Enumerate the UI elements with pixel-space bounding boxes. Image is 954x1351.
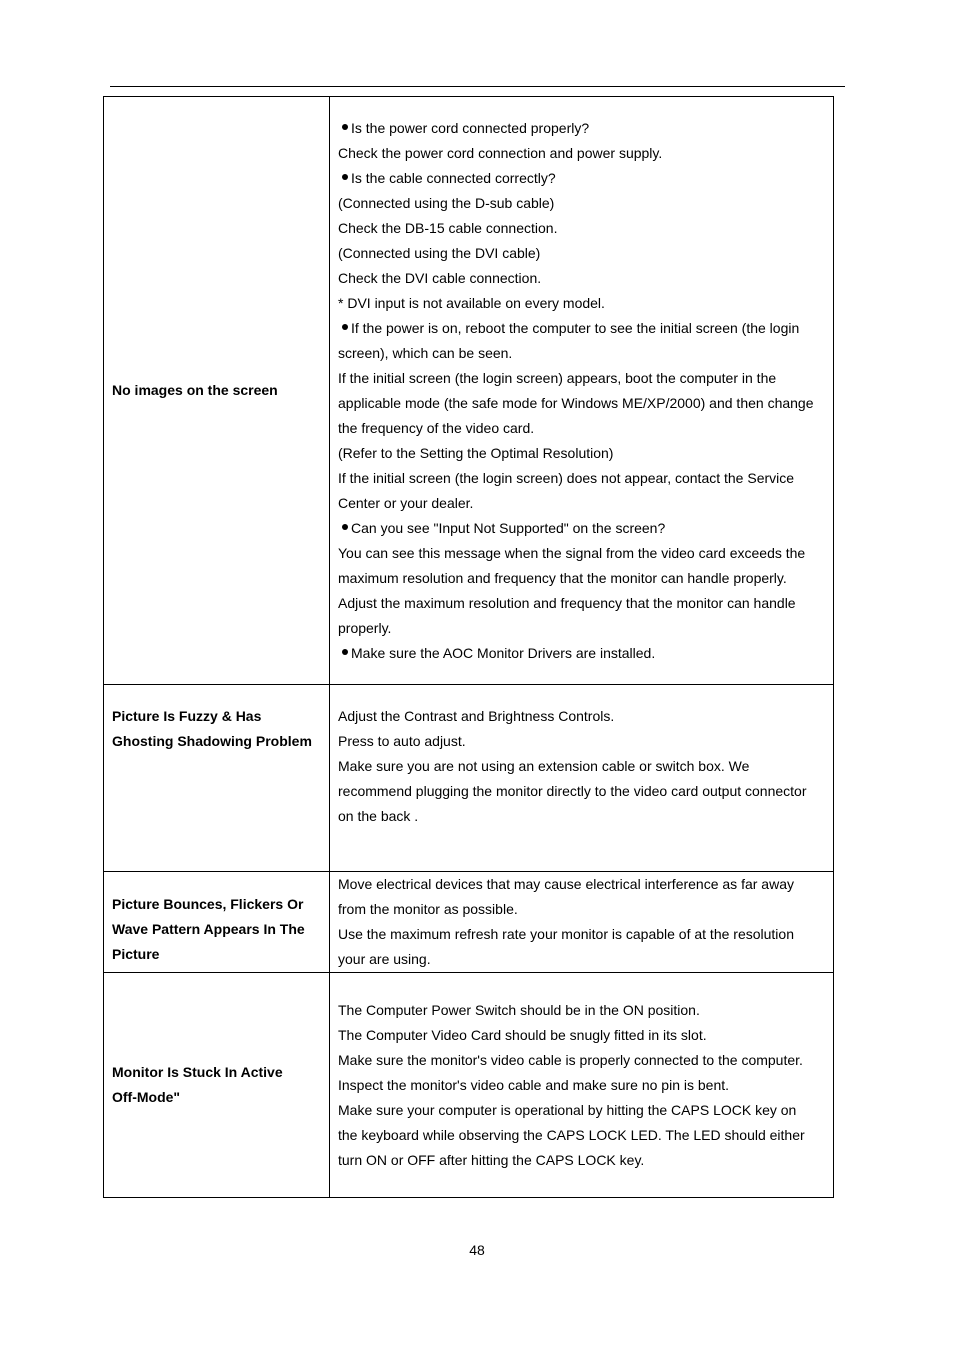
troubleshooting-table xyxy=(103,96,834,1198)
solution-line: the frequency of the video card. xyxy=(338,419,535,436)
table-row xyxy=(104,685,834,872)
solution-line: turn ON or OFF after hitting the CAPS LOCK key. xyxy=(338,1151,645,1168)
solution-line: Press to auto adjust. xyxy=(338,733,466,749)
solution-line: Check the DB-15 cable connection. xyxy=(338,219,558,236)
solution-line: Adjust the maximum resolution and frequency that the monitor can handle xyxy=(338,594,796,611)
solution-line: (Refer to the Setting the Optimal Resolution) xyxy=(338,444,614,461)
solution-line: You can see this message when the signal from the video card exceeds the xyxy=(338,544,806,561)
problem-cell xyxy=(104,97,330,685)
solution-line: Center or your dealer. xyxy=(338,494,474,511)
solution-line: screen), which can be seen. xyxy=(338,344,513,361)
bullet-icon xyxy=(342,124,348,130)
solution-line: The Computer Video Card should be snugly fitted in its slot. xyxy=(338,1026,707,1043)
bullet-icon xyxy=(342,174,348,180)
solution-line: the keyboard while observing the CAPS LOCK LED. The LED should either xyxy=(338,1126,805,1143)
bullet-item: Is the power cord connected properly? xyxy=(338,116,825,141)
bullet-icon xyxy=(342,649,348,655)
solution-line: Check the power cord connection and power supply. xyxy=(338,144,663,161)
table-row xyxy=(104,973,834,1198)
problem-title-line: Monitor Is Stuck In Active xyxy=(112,1064,283,1080)
solution-line: on the back . xyxy=(338,808,419,824)
solution-line: applicable mode (the safe mode for Windows ME/XP/2000) and then change xyxy=(338,394,814,411)
solution-cell xyxy=(330,685,834,872)
bullet-item: Can you see "Input Not Supported" on the screen? xyxy=(338,516,825,541)
page-number: 48 xyxy=(469,1242,485,1258)
solution-line: (Connected using the D-sub cable) xyxy=(338,194,555,211)
problem-title-line: Off-Mode" xyxy=(112,1089,181,1105)
table-row xyxy=(104,97,834,685)
solution-line: Inspect the monitor's video cable and make sure no pin is bent. xyxy=(338,1076,730,1093)
problem-title-line: Picture Bounces, Flickers Or xyxy=(112,896,304,912)
solution-line: * DVI input is not available on every model. xyxy=(338,294,605,311)
problem-cell xyxy=(104,973,330,1198)
solution-line: recommend plugging the monitor directly to the video card output connector xyxy=(338,783,807,799)
bullet-icon xyxy=(342,324,348,330)
bullet-icon xyxy=(342,524,348,530)
problem-cell xyxy=(104,872,330,973)
bullet-item: If the power is on, reboot the computer to see the initial screen (the login xyxy=(338,316,825,341)
solution-line: Make sure you are not using an extension cable or switch box. We xyxy=(338,758,750,774)
problem-title-line: Picture xyxy=(112,946,160,962)
solution-cell xyxy=(330,973,834,1198)
solution-line: Move electrical devices that may cause electrical interference as far away xyxy=(338,876,794,892)
solution-line: your are using. xyxy=(338,951,431,967)
problem-title-line: Wave Pattern Appears In The xyxy=(112,921,305,937)
solution-line: The Computer Power Switch should be in the ON position. xyxy=(338,1001,700,1018)
solution-line: Use the maximum refresh rate your monitor is capable of at the resolution xyxy=(338,926,794,942)
bullet-item: Make sure the AOC Monitor Drivers are installed. xyxy=(338,641,825,666)
solution-line: from the monitor as possible. xyxy=(338,901,518,917)
solution-line: If the initial screen (the login screen) appears, boot the computer in the xyxy=(338,369,777,386)
solution-line: (Connected using the DVI cable) xyxy=(338,244,541,261)
solution-cell xyxy=(330,97,834,685)
problem-title-line: Picture Is Fuzzy & Has xyxy=(112,708,262,724)
problem-title: No images on the screen xyxy=(112,382,278,398)
solution-cell xyxy=(330,872,834,973)
bullet-item: Is the cable connected correctly? xyxy=(338,166,825,191)
solution-line: Check the DVI cable connection. xyxy=(338,269,542,286)
header-rule xyxy=(110,86,845,87)
solution-line: Make sure the monitor's video cable is properly connected to the computer. xyxy=(338,1051,803,1068)
solution-line: If the initial screen (the login screen) does not appear, contact the Service xyxy=(338,469,795,486)
solution-line: properly. xyxy=(338,619,392,636)
solution-line: Make sure your computer is operational by hitting the CAPS LOCK key on xyxy=(338,1101,797,1118)
solution-line: maximum resolution and frequency that the monitor can handle properly. xyxy=(338,569,787,586)
problem-cell xyxy=(104,685,330,872)
problem-title-line: Ghosting Shadowing Problem xyxy=(112,733,312,749)
solution-line: Adjust the Contrast and Brightness Controls. xyxy=(338,708,615,724)
table-row xyxy=(104,872,834,973)
